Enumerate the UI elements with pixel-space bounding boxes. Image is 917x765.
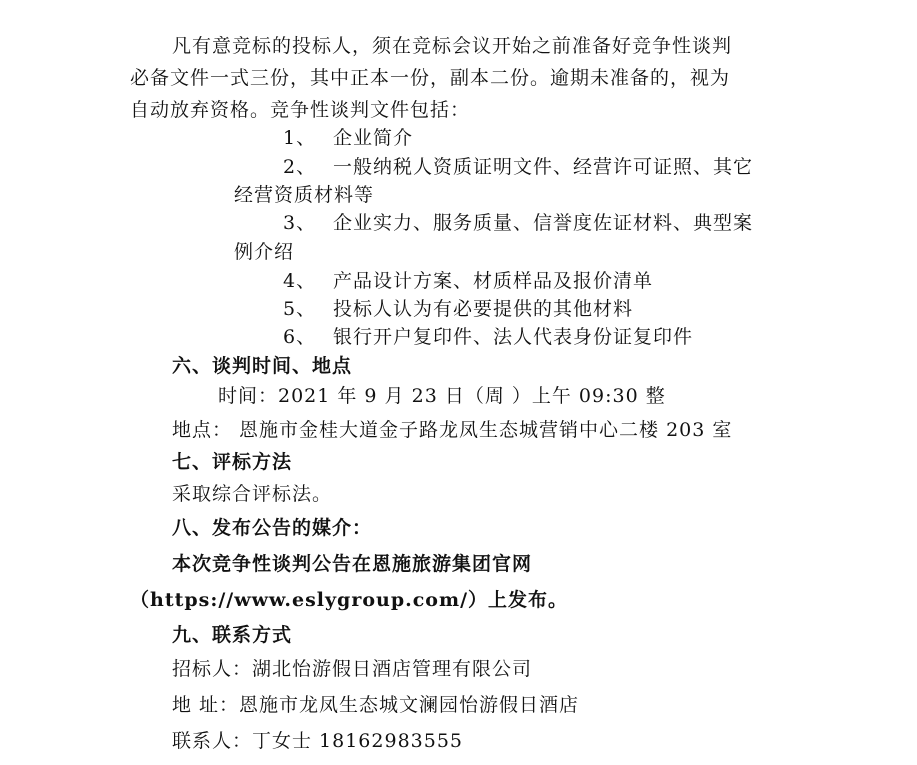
contact-line: 联系人：丁女士 18162983555 bbox=[172, 730, 464, 752]
negotiation-time: 时间：2021 年 9 月 23 日（周 ）上午 09:30 整 bbox=[218, 385, 666, 407]
list-item-continuation: 经营资质材料等 bbox=[234, 184, 375, 206]
list-item bbox=[283, 269, 653, 293]
negotiation-place: 地点： 恩施市金桂大道金子路龙凤生态城营销中心二楼 203 室 bbox=[172, 419, 733, 441]
section-8-heading: 八、发布公告的媒介： bbox=[172, 517, 373, 539]
section-6-heading: 六、谈判时间、地点 bbox=[172, 355, 353, 377]
tenderer-line: 招标人：湖北怡游假日酒店管理有限公司 bbox=[172, 658, 533, 680]
list-item-text: 一般纳税人资质证明文件、经营许可证照、其它 bbox=[333, 156, 754, 178]
list-item bbox=[283, 297, 633, 321]
list-item-text: 产品设计方案、材质样品及报价清单 bbox=[333, 270, 654, 292]
list-item-text: 银行开户复印件、法人代表身份证复印件 bbox=[333, 326, 694, 348]
publication-line-2: （https://www.eslygroup.com/）上发布。 bbox=[130, 589, 569, 611]
list-item-number: 6、 bbox=[283, 326, 317, 348]
intro-line-1: 凡有意竞标的投标人，须在竞标会议开始之前准备好竞争性谈判 bbox=[172, 35, 733, 57]
list-item-number: 3、 bbox=[283, 212, 317, 234]
section-9-heading: 九、联系方式 bbox=[172, 624, 293, 646]
list-item bbox=[283, 155, 753, 179]
evaluation-method: 采取综合评标法。 bbox=[172, 483, 333, 505]
list-item-number: 1、 bbox=[283, 127, 317, 149]
section-7-heading: 七、评标方法 bbox=[172, 451, 293, 473]
list-item-text: 投标人认为有必要提供的其他材料 bbox=[333, 298, 634, 320]
address-line: 地 址：恩施市龙凤生态城文澜园怡游假日酒店 bbox=[172, 694, 580, 716]
list-item-continuation: 例介绍 bbox=[234, 241, 295, 263]
list-item-number: 2、 bbox=[283, 156, 317, 178]
list-item-text: 企业简介 bbox=[333, 127, 414, 149]
list-item-text: 企业实力、服务质量、信誉度佐证材料、典型案 bbox=[333, 212, 754, 234]
intro-line-3: 自动放弃资格。竞争性谈判文件包括： bbox=[130, 99, 471, 121]
list-item bbox=[283, 211, 753, 235]
list-item-number: 5、 bbox=[283, 298, 317, 320]
list-item bbox=[283, 126, 413, 150]
intro-line-2: 必备文件一式三份，其中正本一份，副本二份。逾期未准备的，视为 bbox=[130, 67, 731, 89]
publication-line-1: 本次竞争性谈判公告在恩施旅游集团官网 bbox=[172, 553, 533, 575]
list-item-number: 4、 bbox=[283, 270, 317, 292]
list-item bbox=[283, 325, 693, 349]
